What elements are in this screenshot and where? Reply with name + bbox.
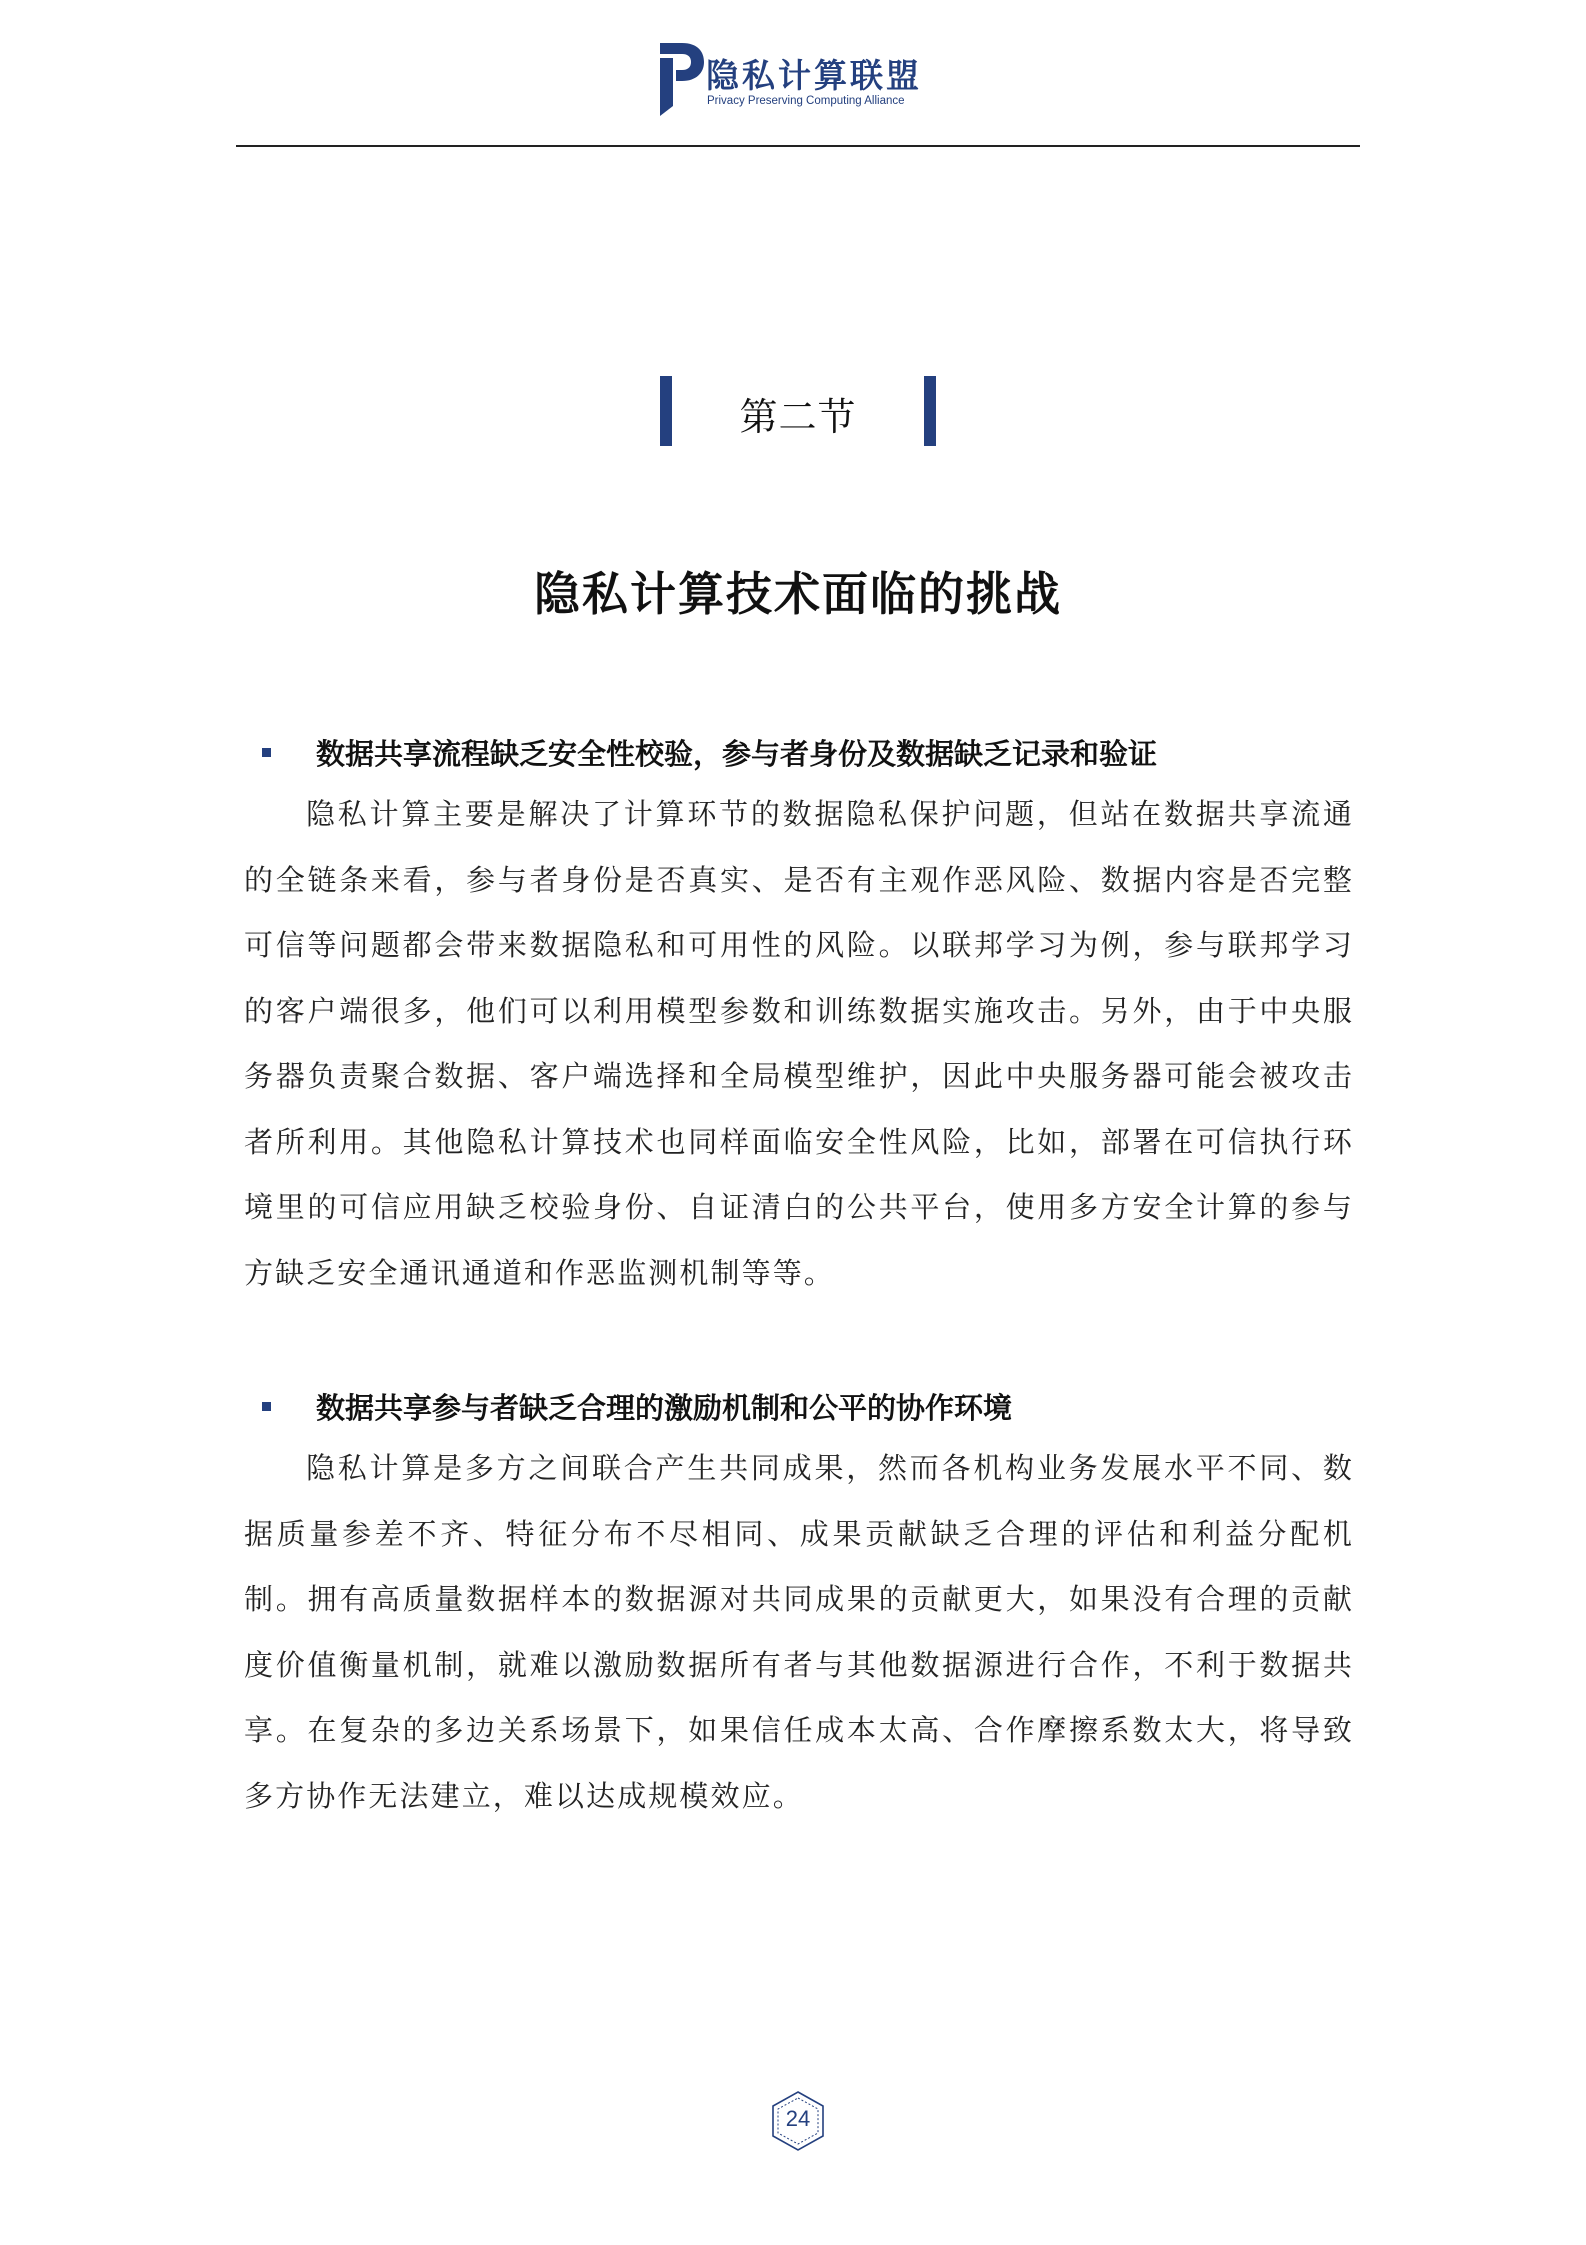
section-label-left-bar <box>660 376 672 446</box>
section-label-right-bar <box>924 376 936 446</box>
page-title: 隐私计算技术面临的挑战 <box>534 567 1062 621</box>
section-label <box>660 376 940 446</box>
stylized-letter-p-icon <box>654 40 704 116</box>
section-heading <box>236 1382 1360 1428</box>
section-paragraph: 隐私计算是多方之间联合产生共同成果，然而各机构业务发展水平不同、数据质量参差不齐、特征分布不尽相同、成果贡献缺乏合理的评估和利益分配机制。拥有高质量数据样本的数据源对共同成果的贡献更大，如果没有合理的贡献度价值衡量机制，就难以激励数据所有者与其他数据源进行合作，不利于数据共享。在复杂的多边关系场景下，如果信任成本太高、合作摩擦系数太大，将导致多方协作无法建立，难以达成规模效应。 <box>244 1451 1354 1813</box>
challenge-section-2 <box>236 1382 1360 1829</box>
section-heading <box>236 728 1360 774</box>
section-heading-text: 数据共享流程缺乏安全性校验，参与者身份及数据缺乏记录和验证 <box>316 737 1158 771</box>
logo-chinese-text: 隐私计算联盟 <box>706 56 922 95</box>
page-header <box>0 36 1586 116</box>
logo-english-text: Privacy Preserving Computing Alliance <box>707 95 905 107</box>
alliance-logo <box>654 40 954 116</box>
section-paragraph: 隐私计算主要是解决了计算环节的数据隐私保护问题，但站在数据共享流通的全链条来看，参与者身份是否真实、是否有主观作恶风险、数据内容是否完整可信等问题都会带来数据隐私和可用性的风险。以联邦学习为例，参与联邦学习的客户端很多，他们可以利用模型参数和训练数据实施攻击。另外，由于中央服务器负责聚合数据、客户端选择和全局模型维护，因此中央服务器可能会被攻击者所利用。其他隐私计算技术也同样面临安全性风险，比如，部署在可信执行环境里的可信应用缺乏校验身份、自证清白的公共平台，使用多方安全计算的参与方缺乏安全通讯通道和作恶监测机制等等。 <box>244 797 1354 1290</box>
section-label-text: 第二节 <box>739 395 857 439</box>
page-number-badge <box>770 2090 826 2152</box>
challenge-section-1 <box>236 728 1360 1306</box>
section-heading-text: 数据共享参与者缺乏合理的激励机制和公平的协作环境 <box>316 1391 1013 1425</box>
square-bullet-icon <box>262 748 271 757</box>
square-bullet-icon <box>262 1402 271 1411</box>
header-divider <box>236 145 1360 147</box>
page-number: 24 <box>785 2106 811 2131</box>
